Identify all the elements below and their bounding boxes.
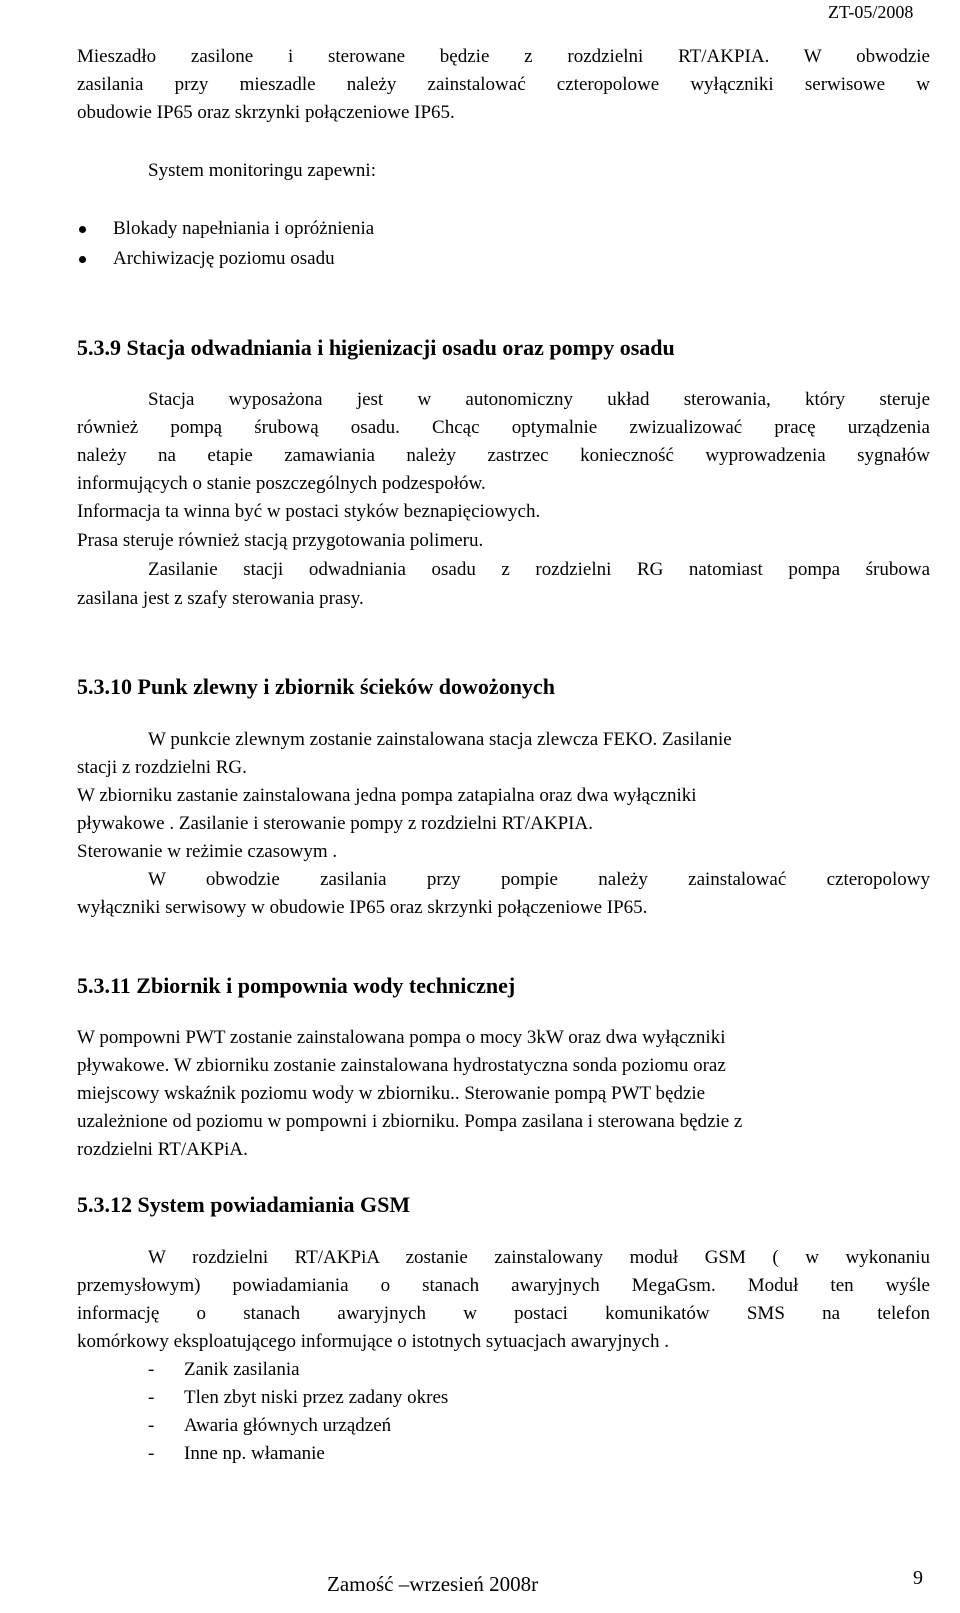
paragraph-line: uzależnione od poziomu w pompowni i zbiorniku. Pompa zasilana i sterowana będzie z	[77, 1111, 743, 1132]
alert-item: Inne np. włamanie	[184, 1443, 325, 1464]
dash-marker: -	[148, 1443, 155, 1464]
monitoring-item: Blokady napełniania i opróżnienia	[113, 218, 375, 239]
paragraph-line: Sterowanie w reżimie czasowym .	[77, 841, 338, 862]
paragraph-line: rozdzielni RT/AKPiA.	[77, 1139, 248, 1160]
intro-line-1: Mieszadło zasilone i sterowane będzie z rozdzielni RT/AKPIA. W obwodzie	[77, 46, 930, 67]
dash-marker: -	[148, 1359, 155, 1380]
section-heading-5-3-12: 5.3.12 System powiadamiania GSM	[77, 1192, 411, 1217]
dash-marker: -	[148, 1415, 155, 1436]
paragraph-line: W obwodzie zasilania przy pompie należy zainstalować czteropolowy	[148, 869, 930, 890]
paragraph-line: W zbiorniku zastanie zainstalowana jedna pompa zatapialna oraz dwa wyłączniki	[77, 785, 697, 806]
footer-text: Zamość –wrzesień 2008r	[327, 1572, 539, 1596]
section-heading-5-3-10: 5.3.10 Punk zlewny i zbiornik ścieków dowożonych	[77, 674, 555, 699]
section-heading-5-3-9: 5.3.9 Stacja odwadniania i higienizacji osadu oraz pompy osadu	[77, 335, 675, 360]
paragraph-line: Stacja wyposażona jest w autonomiczny układ sterowania, który steruje	[148, 389, 930, 410]
page-number: 9	[913, 1567, 923, 1589]
paragraph-line: Prasa steruje również stacją przygotowania polimeru.	[77, 530, 484, 551]
alert-item: Tlen zbyt niski przez zadany okres	[184, 1387, 449, 1408]
bullet-icon	[79, 256, 86, 263]
paragraph-line: zasilana jest z szafy sterowania prasy.	[77, 588, 364, 609]
intro-line-3: obudowie IP65 oraz skrzynki połączeniowe IP65.	[77, 102, 455, 123]
paragraph-line: miejscowy wskaźnik poziomu wody w zbiorniku.. Sterowanie pompą PWT będzie	[77, 1083, 706, 1104]
paragraph-line: W rozdzielni RT/AKPiA zostanie zainstalowany moduł GSM ( w wykonaniu	[148, 1247, 930, 1268]
bullet-icon	[79, 226, 86, 233]
document-code: ZT-05/2008	[828, 2, 914, 22]
dash-marker: -	[148, 1387, 155, 1408]
paragraph-line: również pompą śrubową osadu. Chcąc optymalnie zwizualizować pracę urządzenia	[77, 417, 930, 438]
monitoring-lead: System monitoringu zapewni:	[148, 160, 376, 181]
paragraph-line: pływakowe . Zasilanie i sterowanie pompy z rozdzielni RT/AKPIA.	[77, 813, 593, 834]
paragraph-line: Zasilanie stacji odwadniania osadu z rozdzielni RG natomiast pompa śrubowa	[148, 559, 930, 580]
alert-item: Zanik zasilania	[184, 1359, 300, 1380]
paragraph-line: informujących o stanie poszczególnych podzespołów.	[77, 473, 486, 494]
paragraph-line: pływakowe. W zbiorniku zostanie zainstalowana hydrostatyczna sonda poziomu oraz	[77, 1055, 726, 1076]
paragraph-line: stacji z rozdzielni RG.	[77, 757, 247, 778]
paragraph-line: wyłączniki serwisowy w obudowie IP65 oraz skrzynki połączeniowe IP65.	[77, 897, 648, 918]
paragraph-line: komórkowy eksploatującego informujące o istotnych sytuacjach awaryjnych .	[77, 1331, 669, 1352]
paragraph-line: W punkcie zlewnym zostanie zainstalowana stacja zlewcza FEKO. Zasilanie	[148, 729, 732, 750]
paragraph-line: należy na etapie zamawiania należy zastrzec konieczność wyprowadzenia sygnałów	[77, 445, 930, 466]
monitoring-item: Archiwizację poziomu osadu	[113, 248, 335, 269]
paragraph-line: W pompowni PWT zostanie zainstalowana pompa o mocy 3kW oraz dwa wyłączniki	[77, 1027, 726, 1048]
section-heading-5-3-11: 5.3.11 Zbiornik i pompownia wody technicznej	[77, 973, 516, 998]
alert-item: Awaria głównych urządzeń	[184, 1415, 392, 1436]
intro-line-2: zasilania przy mieszadle należy zainstalować czteropolowe wyłączniki serwisowe w	[77, 74, 930, 95]
paragraph-line: Informacja ta winna być w postaci styków beznapięciowych.	[77, 501, 541, 522]
paragraph-line: przemysłowym) powiadamiania o stanach awaryjnych MegaGsm. Moduł ten wyśle	[77, 1275, 930, 1296]
paragraph-line: informację o stanach awaryjnych w postaci komunikatów SMS na telefon	[77, 1303, 930, 1324]
